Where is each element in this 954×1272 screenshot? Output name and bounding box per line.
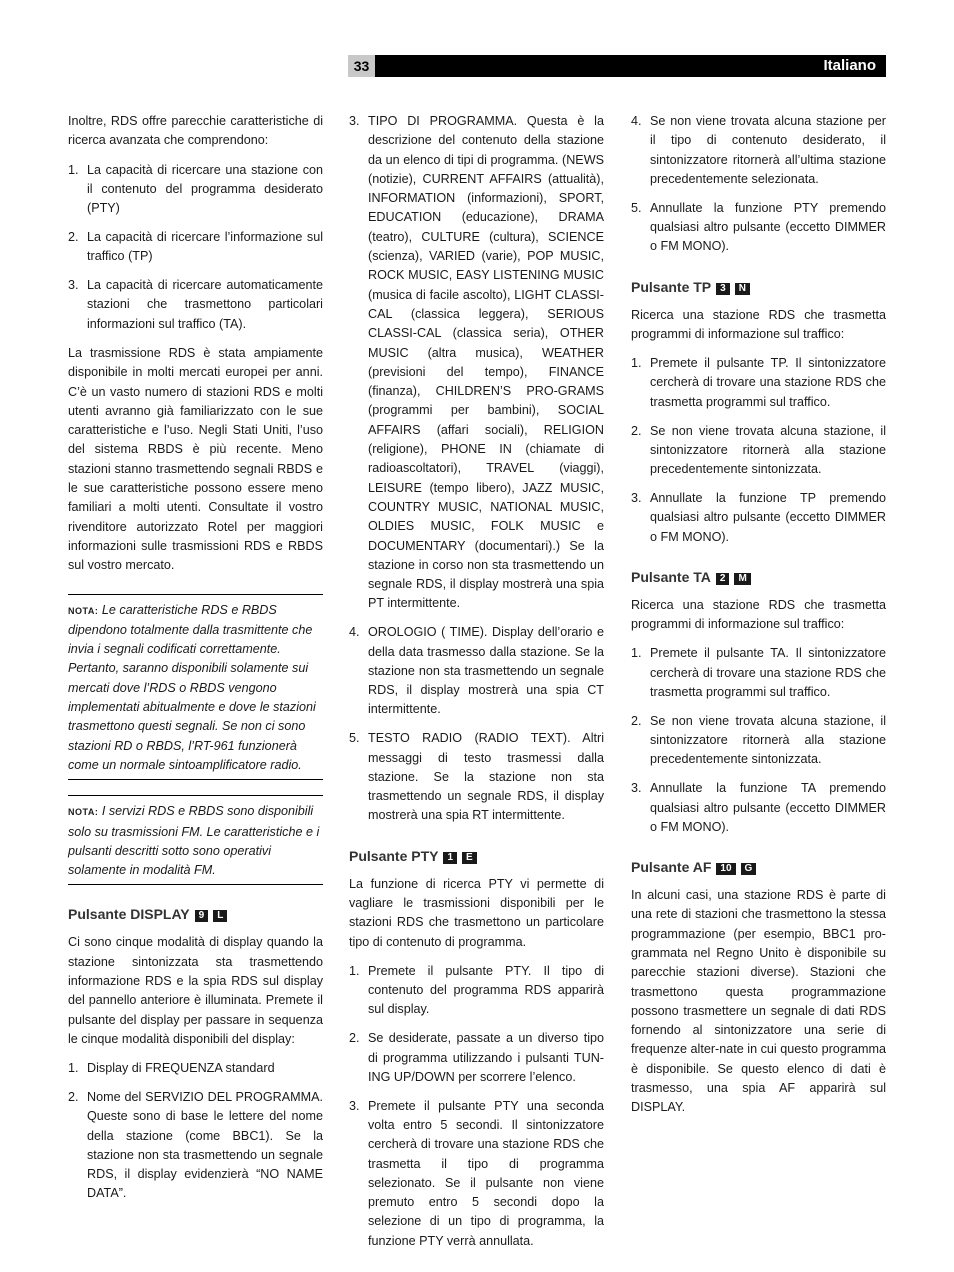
column-2 bbox=[349, 112, 604, 1261]
list-text: La capacità di ricercare l’informazione sul traffico (TP) bbox=[87, 229, 323, 264]
list-text: Premete il pulsante TA. Il sintonizzatore cercherà di trovare una stazione RDS che trasmetta programmi sul traffico. bbox=[650, 646, 886, 700]
list-item bbox=[631, 354, 886, 412]
note-label: NOTA: bbox=[68, 605, 99, 616]
list-number: 1. bbox=[631, 646, 642, 661]
list-text: Premete il pulsante TP. Il sintonizzatore cercherà di trovare una stazione RDS che trasmetta programmi sul traffico. bbox=[650, 356, 886, 409]
list-number: 2. bbox=[631, 423, 642, 438]
list-number: 3. bbox=[68, 278, 79, 293]
list-text: Se non viene trovata alcuna stazione, il sintonizzatore ritornerà alla stazione precedentemente sintonizzata. bbox=[650, 713, 886, 767]
section-heading-tp: Pulsante TP 3 N bbox=[631, 277, 886, 297]
list-item bbox=[631, 779, 886, 837]
list-number: 2. bbox=[349, 1031, 360, 1046]
list-number: 1. bbox=[68, 1061, 79, 1076]
list-item bbox=[631, 199, 886, 257]
list-text: La capacità di ricercare una stazione con il contenuto del programma desiderato (PTY) bbox=[87, 162, 323, 216]
list-item bbox=[68, 276, 323, 334]
ta-list bbox=[631, 644, 886, 837]
pty-list bbox=[349, 962, 604, 1251]
list-number: 2. bbox=[68, 1089, 79, 1104]
list-text: Premete il pulsante PTY una seconda volta entro 5 secondi. Il sintonizzatore cercherà di trovare una stazione RDS che trasmetta il tipo di programma selezionato. Se il pulsante non viene premuto entro 5 secondi dopo la selezione di un tipo di programma, la funzione PTY verrà annullata. bbox=[368, 1098, 604, 1248]
section-heading-display: Pulsante DISPLAY 9 L bbox=[68, 904, 323, 924]
column-3 bbox=[631, 112, 886, 1128]
list-item bbox=[631, 422, 886, 480]
af-paragraph: In alcuni casi, una stazione RDS è parte di una rete di stazioni che trasmettono la stessa programmazione (per esempio, BBC1 pro-grammata nel Regno Unito è disponibile su parecchie stazioni diverse). Stazioni che trasmettono questa programmazione possono trasmettere un segnale di dati RDS fornendo al sintonizzatore una serie di frequenze alter-nate in cui questo programma è disponibile. Se questo elenco di dati è trasmesso, una spia AF apparirà sul DISPLAY. bbox=[631, 888, 886, 1115]
display-paragraph: Ci sono cinque modalità di display quando la stazione sintonizzata sta trasmettendo informazione RDS e la spia RDS sul display del pannello anteriore è illuminata. Premete il pulsante del display per passare in sequenza le cinque modalità disponibili del display: bbox=[68, 935, 323, 1046]
list-number: 5. bbox=[349, 731, 360, 746]
key-badge: G bbox=[741, 863, 757, 875]
section-heading-ta: Pulsante TA 2 M bbox=[631, 567, 886, 587]
note-label: NOTA: bbox=[68, 807, 99, 818]
page-number: 33 bbox=[348, 55, 375, 77]
list-text: Nome del SERVIZIO DEL PROGRAMMA. Queste sono di base le lettere del nome della stazione (come BBC1). Se la stazione non sta trasmettendo un segnale RDS, il display evidenzierà “NO NAME DATA”. bbox=[87, 1089, 323, 1201]
section-heading-af: Pulsante AF 10 G bbox=[631, 857, 886, 877]
rds-paragraph: La trasmissione RDS è stata ampiamente disponibile in molti mercati europei per anni. C’è un vasto numero di stazioni RDS e molti utenti avranno già familiarizzato con le sue caratteristiche e l’uso. Negli Stati Uniti, l’uso del sistema RBDS è più recente. Meno stazioni stanno trasmettendo segnali RBDS e le sue caratteristiche possono essere meno familiari a molti utenti. Consultate il vostro rivenditore autorizzato Rotel per maggiori informazioni sulle trasmissioni RDS e RBDS sul vostro mercato. bbox=[68, 345, 323, 573]
list-text: La capacità di ricercare automaticamente stazioni che trasmettono particolari informazioni sul traffico (TA). bbox=[87, 278, 323, 331]
tp-list bbox=[631, 354, 886, 547]
list-item bbox=[68, 1088, 323, 1204]
ta-paragraph: Ricerca una stazione RDS che trasmetta programmi di informazione sul traffico: bbox=[631, 597, 886, 632]
pty-list-continued bbox=[631, 112, 886, 257]
list-item bbox=[349, 112, 604, 614]
list-item bbox=[349, 962, 604, 1020]
note-text: Le caratteristiche RDS e RBDS dipendono totalmente dalla trasmittente che invia i segnali codificati correttamente. Pertanto, saranno disponibili solamente sui mercati dove l’RDS o RBDS vengono implementati abitualmente e dove le stazioni trasmettono questi segnali. Se non ci sono stazioni RD o RBDS, l’RT-961 funzionerà come un normale sintoamplificatore radio. bbox=[68, 602, 316, 772]
tp-paragraph: Ricerca una stazione RDS che trasmetta programmi di informazione sul traffico: bbox=[631, 307, 886, 341]
list-item bbox=[68, 161, 323, 219]
list-text: Annullate la funzione TP premendo qualsiasi altro pulsante (eccetto DIMMER o FM MONO). bbox=[650, 490, 886, 544]
key-badge: L bbox=[213, 910, 227, 922]
key-badge: 1 bbox=[443, 852, 457, 864]
key-badge: 10 bbox=[716, 863, 735, 875]
header-bar bbox=[348, 55, 886, 77]
list-item bbox=[349, 623, 604, 719]
section-heading-pty: Pulsante PTY 1 E bbox=[349, 846, 604, 866]
note-box bbox=[68, 594, 323, 781]
list-number: 3. bbox=[631, 490, 642, 505]
list-text: TESTO RADIO (RADIO TEXT). Altri messaggi di testo trasmessi dalla stazione. Se la stazione non sta trasmettendo un segnale RDS, il display mostrerà una spia RT intermittente. bbox=[368, 731, 604, 823]
note-box bbox=[68, 795, 323, 885]
list-item bbox=[349, 729, 604, 825]
list-text: Annullate la funzione PTY premendo qualsiasi altro pulsante (eccetto DIMMER o FM MONO). bbox=[650, 200, 886, 254]
feature-list bbox=[68, 161, 323, 334]
list-text: Se desiderate, passate a un diverso tipo di programma utilizzando i pulsanti TUN-ING UP/DOWN per scorrere l’elenco. bbox=[368, 1031, 604, 1084]
list-text: TIPO DI PROGRAMMA. Questa è la descrizione del contenuto della stazione da un elenco di tipi di programma. (NEWS (notizie), CURRENT AFFAIRS (attualità), INFORMATION (informazioni), SPORT, EDUCATION (educazione), DRAMA (teatro), CULTURE (cultura), SCIENCE (scienza), VARIED (varie), POP MUSIC, ROCK MUSIC, EASY LISTENING MUSIC (musica di facile ascolto), LIGHT CLASSI-CAL (classica leggera), SERIOUS CLASSI-CAL (classica seria), OTHER MUSIC (altra musica), WEATHER (previsioni del tempo), FINANCE (finanza), CHILDREN’S PRO-GRAMS (programmi per bambini), SOCIAL AFFAIRS (affari sociali), RELIGION (religione), PHONE IN (chiamate di radioascoltatori), TRAVEL (viaggi), LEISURE (tempo libero), JAZZ MUSIC, COUNTRY MUSIC, NATIONAL MUSIC, OLDIES MUSIC, FOLK MUSIC e DOCUMENTARY (documentari).) Se la stazione in corso non sta trasmettendo un segnale RDS, il display mostrerà una spia PT intermittente. bbox=[368, 114, 604, 611]
list-text: Annullate la funzione TA premendo qualsiasi altro pulsante (eccetto DIMMER o FM MONO). bbox=[650, 781, 886, 834]
list-number: 3. bbox=[631, 781, 642, 796]
list-item bbox=[631, 489, 886, 547]
pty-paragraph: La funzione di ricerca PTY vi permette di vagliare le trasmissioni disponibili per le stazioni RDS che trasmettono un particolare tipo di contenuto di programma. bbox=[349, 876, 604, 949]
list-number: 1. bbox=[349, 963, 360, 978]
list-text: Se non viene trovata alcuna stazione per il tipo di contenuto desiderato, il sintonizzatore ritornerà all’ultima stazione precedentemente selezionata. bbox=[650, 114, 886, 186]
key-badge: 2 bbox=[716, 573, 730, 585]
list-number: 1. bbox=[68, 162, 79, 177]
column-1 bbox=[68, 112, 323, 1214]
list-item bbox=[349, 1029, 604, 1087]
intro-paragraph: Inoltre, RDS offre parecchie caratteristiche di ricerca avanzata che comprendono: bbox=[68, 114, 323, 148]
list-number: 5. bbox=[631, 200, 642, 215]
display-list bbox=[68, 1059, 323, 1204]
list-item bbox=[68, 228, 323, 267]
list-item bbox=[631, 112, 886, 189]
list-item bbox=[68, 1059, 323, 1078]
list-number: 1. bbox=[631, 356, 642, 371]
key-badge: E bbox=[462, 852, 477, 864]
list-number: 2. bbox=[631, 713, 642, 728]
list-number: 3. bbox=[349, 1098, 360, 1113]
list-item bbox=[631, 644, 886, 702]
list-text: Premete il pulsante PTY. Il tipo di contenuto del programma RDS apparirà sul display. bbox=[368, 963, 604, 1017]
list-number: 3. bbox=[349, 114, 360, 128]
list-number: 4. bbox=[631, 114, 642, 128]
key-badge: 9 bbox=[195, 910, 209, 922]
display-mode-list bbox=[349, 112, 604, 826]
list-text: Display di FREQUENZA standard bbox=[87, 1061, 275, 1076]
key-badge: M bbox=[734, 573, 750, 585]
list-number: 4. bbox=[349, 625, 360, 640]
list-text: Se non viene trovata alcuna stazione, il sintonizzatore ritornerà alla stazione precedentemente sintonizzata. bbox=[650, 423, 886, 477]
list-item bbox=[349, 1097, 604, 1251]
key-badge: N bbox=[735, 283, 750, 295]
list-number: 2. bbox=[68, 229, 79, 244]
note-text: I servizi RDS e RBDS sono disponibili solo su trasmissioni FM. Le caratteristiche e i pulsanti descritti sotto sono operativi solamente in modalità FM. bbox=[68, 804, 320, 878]
list-text: OROLOGIO ( TIME). Display dell’orario e della data trasmesso dalla stazione. Se la stazione non sta trasmettendo un segnale RDS, il display mostrerà una spia CT intermittente. bbox=[368, 625, 604, 717]
list-item bbox=[631, 712, 886, 770]
key-badge: 3 bbox=[716, 283, 730, 295]
language-label: Italiano bbox=[823, 57, 876, 74]
